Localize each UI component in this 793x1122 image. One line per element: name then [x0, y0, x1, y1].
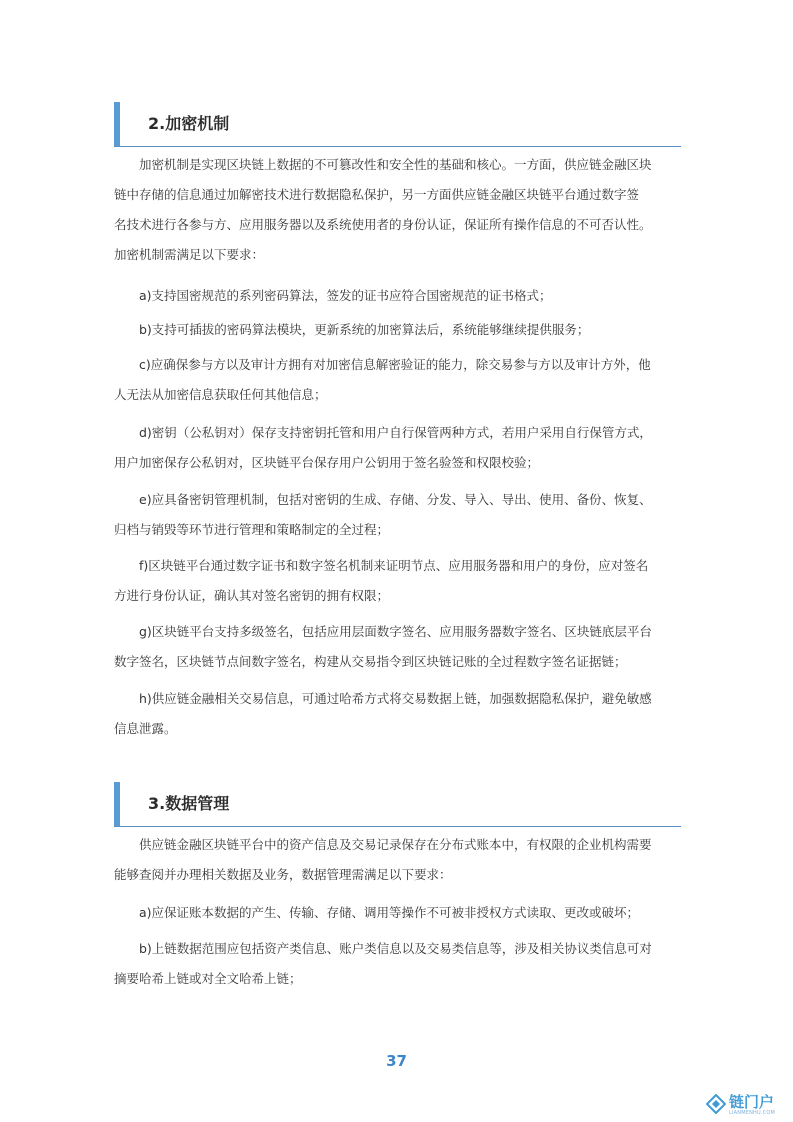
text-line: f)区块链平台通过数字证书和数字签名机制来证明节点、应用服务器和用户的身份，应对签名 [139, 558, 649, 573]
text-line: d)密钥（公私钥对）保存支持密钥托管和用户自行保管两种方式，若用户采用自行保管方式， [139, 425, 652, 440]
paragraph-encryption-intro [114, 150, 681, 270]
text-line: 供应链金融区块链平台中的资产信息及交易记录保存在分布式账本中，有权限的企业机构需要 [139, 837, 652, 852]
list-item-c [114, 350, 681, 410]
text-line: 名技术进行各参与方、应用服务器以及系统使用者的身份认证，保证所有操作信息的不可否认性。 [114, 217, 652, 232]
heading-accent-bar [114, 102, 120, 146]
text-line: c)应确保参与方以及审计方拥有对加密信息解密验证的能力，除交易参与方以及审计方外，他 [139, 357, 651, 372]
list-item-h [114, 684, 681, 744]
page-number: 37 [386, 1052, 407, 1070]
logo-subtext: LIANMENHU.COM [729, 1110, 775, 1116]
paragraph-data-management-intro [114, 830, 681, 890]
site-logo [706, 1092, 790, 1118]
text-line: b)支持可插拔的密码算法模块，更新系统的加密算法后，系统能够继续提供服务； [139, 322, 590, 337]
text-line: 用户加密保存公私钥对，区块链平台保存用户公钥用于签名验签和权限校验； [114, 455, 540, 470]
list-item-f [114, 551, 681, 611]
text-line: h)供应链金融相关交易信息，可通过哈希方式将交易数据上链，加强数据隐私保护，避免敏感 [139, 691, 652, 706]
section-title: 2.加密机制 [148, 114, 230, 133]
text-line: e)应具备密钥管理机制，包括对密钥的生成、存储、分发、导入、导出、使用、备份、恢复、 [139, 492, 652, 507]
list-item-g [114, 617, 681, 677]
text-line: a)支持国密规范的系列密码算法，签发的证书应符合国密规范的证书格式； [139, 288, 552, 303]
text-line: 人无法从加密信息获取任何其他信息； [114, 387, 327, 402]
list-item-a [114, 281, 681, 311]
text-line: 信息泄露。 [114, 721, 177, 736]
text-line: 加密机制需满足以下要求： [114, 247, 265, 262]
heading-accent-bar [114, 782, 120, 826]
text-line: g)区块链平台支持多级签名，包括应用层面数字签名、应用服务器数字签名、区块链底层平台 [139, 624, 652, 639]
section-heading-encryption [114, 102, 681, 147]
logo-text: 链门户 [729, 1093, 775, 1111]
list-item-b [114, 934, 681, 994]
text-line: 链中存储的信息通过加解密技术进行数据隐私保护，另一方面供应链金融区块链平台通过数字签 [114, 187, 640, 202]
section-heading-data-management [114, 782, 681, 827]
text-line: 方进行身份认证，确认其对签名密钥的拥有权限； [114, 588, 390, 603]
text-line: 归档与销毁等环节进行管理和策略制定的全过程； [114, 522, 390, 537]
list-item-e [114, 485, 681, 545]
list-item-d [114, 418, 681, 478]
list-item-b [114, 315, 681, 345]
text-line: 能够查阅并办理相关数据及业务，数据管理需满足以下要求： [114, 867, 452, 882]
text-line: a)应保证账本数据的产生、传输、存储、调用等操作不可被非授权方式读取、更改或破坏； [139, 905, 640, 920]
text-line: 数字签名，区块链节点间数字签名，构建从交易指令到区块链记账的全过程数字签名证据链； [114, 654, 627, 669]
text-line: 加密机制是实现区块链上数据的不可篡改性和安全性的基础和核心。一方面，供应链金融区块 [139, 157, 652, 172]
section-title: 3.数据管理 [148, 794, 230, 813]
text-line: 摘要哈希上链或对全文哈希上链； [114, 971, 302, 986]
list-item-a [114, 898, 681, 928]
text-line: b)上链数据范围应包括资产类信息、账户类信息以及交易类信息等，涉及相关协议类信息可对 [139, 941, 652, 956]
diamond-logo-icon [706, 1094, 726, 1114]
